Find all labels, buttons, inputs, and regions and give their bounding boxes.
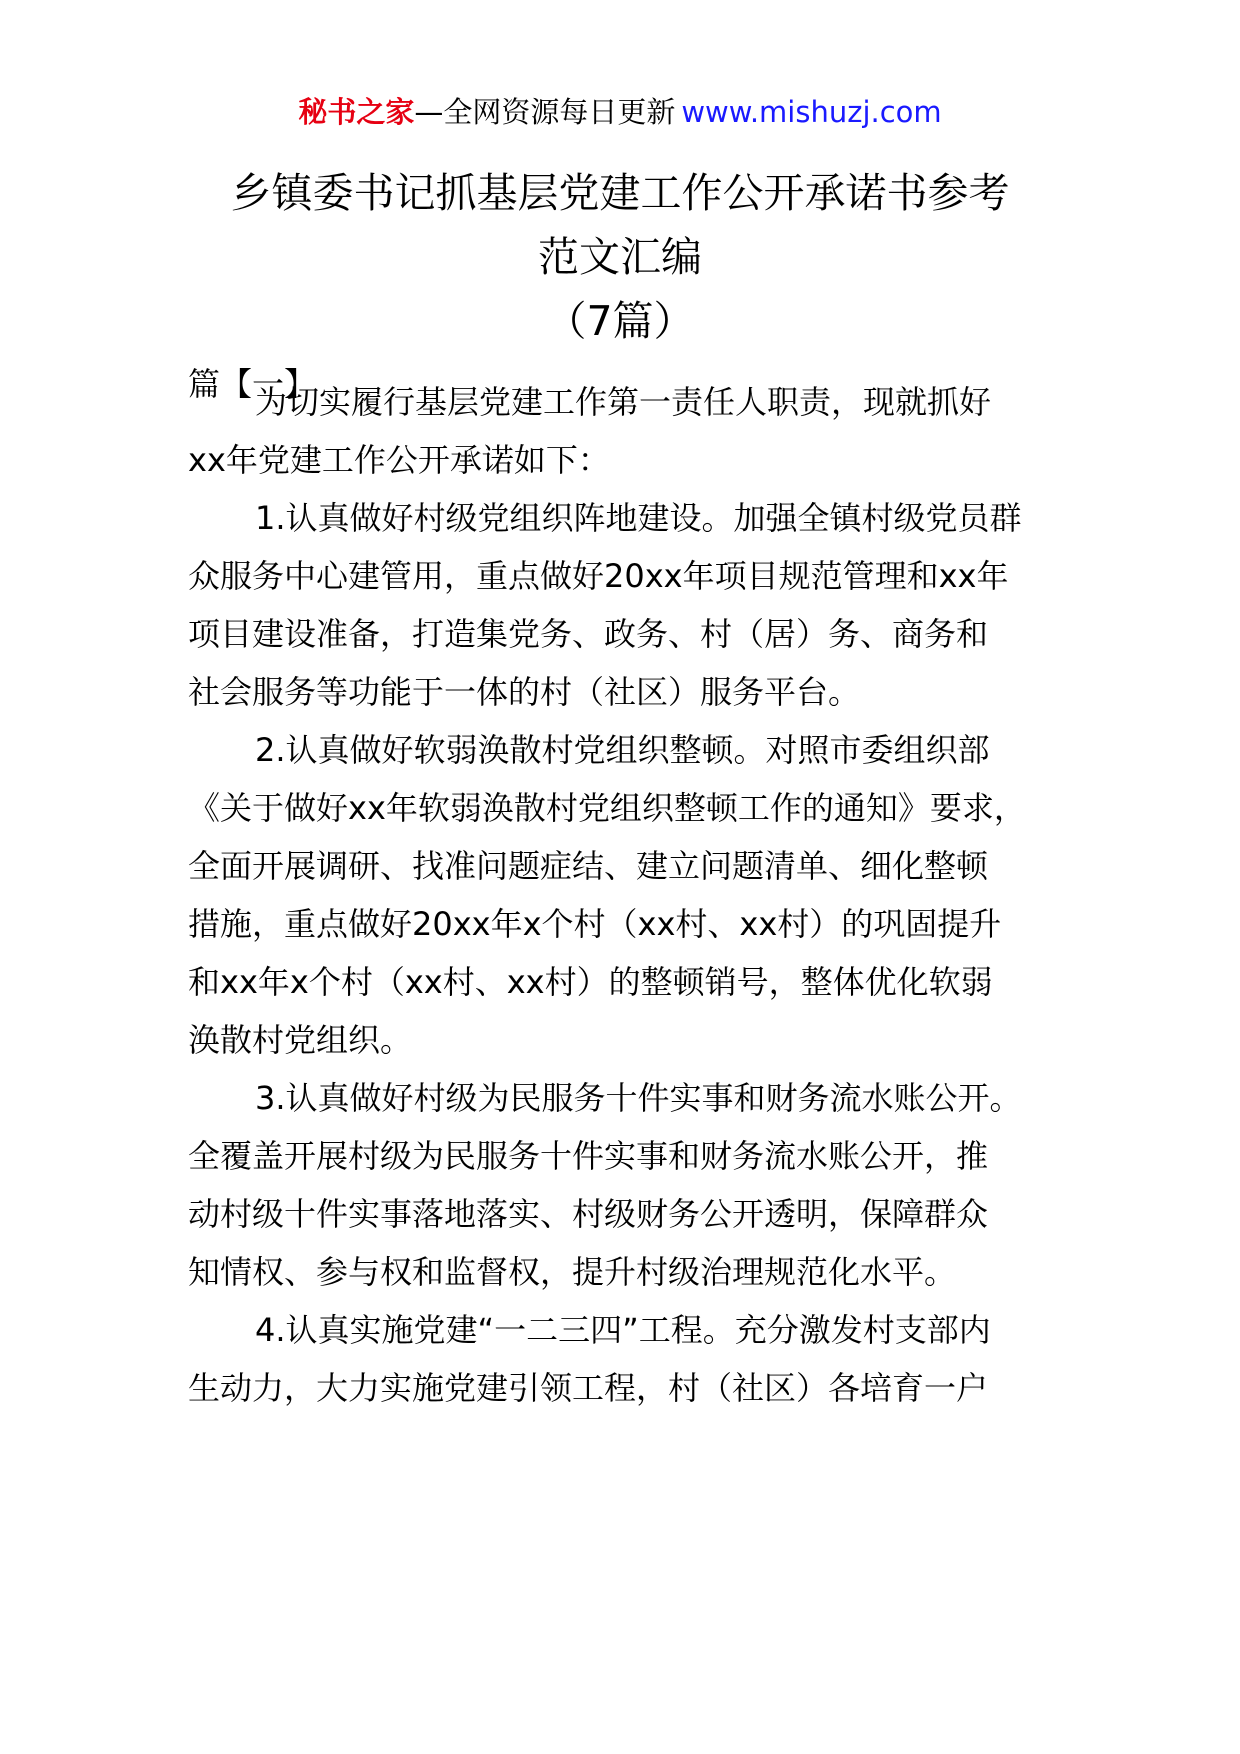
body-line: 为切实履行基层党建工作第一责任人职责，现就抓好 — [255, 383, 992, 421]
document-title-line-3: （7篇） — [545, 297, 695, 345]
body-line: 生动力，大力实施党建引领工程，村（社区）各培育一户 — [188, 1369, 989, 1407]
brand-name: 秘书之家 — [298, 95, 415, 129]
body-line: 1.认真做好村级党组织阵地建设。加强全镇村级党员群 — [255, 499, 1022, 537]
body-line: 3.认真做好村级为民服务十件实事和财务流水账公开。 — [255, 1079, 1022, 1117]
body-line: 涣散村党组织。 — [188, 1021, 413, 1059]
document-title-line-2: 范文汇编 — [538, 233, 702, 281]
body-line: 众服务中心建管用，重点做好20xx年项目规范管理和xx年 — [188, 557, 1009, 595]
body-line: 知情权、参与权和监督权，提升村级治理规范化水平。 — [188, 1253, 957, 1291]
body-line: 2.认真做好软弱涣散村党组织整顿。对照市委组织部 — [255, 731, 990, 769]
header-slogan: —全网资源每日更新 — [414, 95, 676, 129]
section-heading: 篇【一】 — [188, 365, 317, 403]
body-line: 社会服务等功能于一体的村（社区）服务平台。 — [188, 673, 861, 711]
body-line: 项目建设准备，打造集党务、政务、村（居）务、商务和 — [188, 615, 989, 653]
body-line: 《关于做好xx年软弱涣散村党组织整顿工作的通知》要求， — [188, 789, 1026, 827]
site-link[interactable]: www.mishuzj.com — [681, 95, 942, 129]
site-header — [0, 94, 1240, 130]
body-line: 全面开展调研、找准问题症结、建立问题清单、细化整顿 — [188, 847, 989, 885]
body-line: xx年党建工作公开承诺如下： — [188, 441, 610, 479]
document-title-line-1: 乡镇委书记抓基层党建工作公开承诺书参考 — [230, 169, 1010, 217]
body-line: 措施，重点做好20xx年x个村（xx村、xx村）的巩固提升 — [188, 905, 1002, 943]
body-line: 动村级十件实事落地落实、村级财务公开透明，保障群众 — [188, 1195, 989, 1233]
body-line: 和xx年x个村（xx村、xx村）的整顿销号，整体优化软弱 — [188, 963, 993, 1001]
body-line: 4.认真实施党建“一二三四”工程。充分激发村支部内 — [255, 1311, 991, 1349]
body-line: 全覆盖开展村级为民服务十件实事和财务流水账公开，推 — [188, 1137, 989, 1175]
